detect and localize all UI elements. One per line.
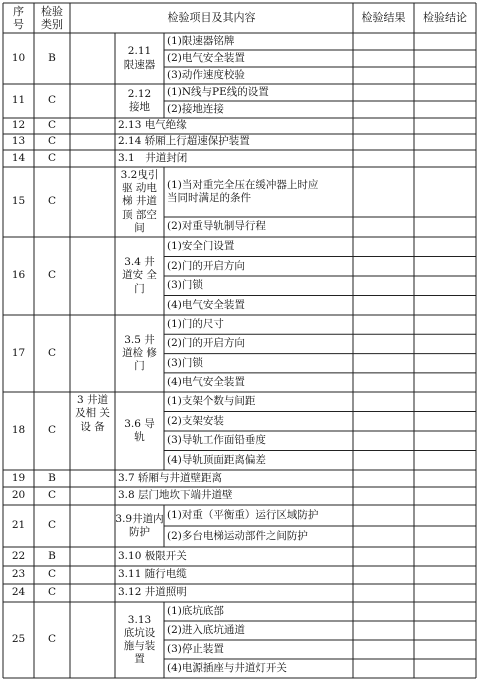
row-18-item-cell <box>115 392 164 470</box>
row-18-sub-2: (2)支架安装 <box>167 414 224 427</box>
row-25-sub-3: (3)停止装置 <box>167 642 224 655</box>
row-14-number-cell <box>3 150 34 167</box>
row-17-sub-1-cell <box>164 315 353 334</box>
row-15-sub-1: (1)当对重完全压在缓冲器上时应 当同时满足的条件 <box>167 178 319 204</box>
row-23-number: 23 <box>11 568 26 581</box>
row-12-number-cell <box>3 118 34 134</box>
row-13-category-cell <box>34 134 70 150</box>
row-24-item: 3.12 井道照明 <box>118 586 187 599</box>
row-20-item-cell <box>115 487 353 505</box>
row-18-sub-1-cell <box>164 392 353 412</box>
row-10-sub-3-cell <box>164 67 353 84</box>
row-19-category-cell <box>34 470 70 487</box>
row-18-sub-3: (3)导轨工作面铅垂度 <box>167 434 266 447</box>
row-13-category: C <box>47 135 57 148</box>
header-conclusion: 检验结论 <box>423 11 467 25</box>
row-11-item-cell <box>115 84 164 118</box>
group-3-label-cell <box>70 150 115 678</box>
row-17-item-cell <box>115 315 164 392</box>
row-12-category: C <box>47 119 57 132</box>
row-16-number: 16 <box>11 269 26 282</box>
row-19-number: 19 <box>11 471 26 484</box>
row-11-sub-2-cell <box>164 101 353 118</box>
row-14-category: C <box>47 151 57 164</box>
row-25-sub-4: (4)电源插座与井道灯开关 <box>167 661 287 674</box>
row-22-item-cell <box>115 547 353 566</box>
row-12-number: 12 <box>11 119 26 132</box>
row-17-category: C <box>47 346 57 359</box>
row-17-number-cell <box>3 315 34 392</box>
row-18-number: 18 <box>11 424 26 437</box>
row-11-sub-1: (1)N线与PE线的设置 <box>167 85 269 98</box>
row-16-item: 3.4 井 道安 全 门 <box>122 256 157 295</box>
row-24-number-cell <box>3 584 34 602</box>
row-16-sub-3: (3)门锁 <box>167 279 203 292</box>
row-17-sub-3: (3)门锁 <box>167 356 203 369</box>
row-20-item: 3.8 层门地坎下端井道壁 <box>118 489 233 502</box>
row-10-number: 10 <box>11 51 26 64</box>
row-18-sub-1: (1)支架个数与间距 <box>167 395 256 408</box>
row-13-number: 13 <box>11 135 26 148</box>
row-15-sub-2-cell <box>164 217 353 237</box>
row-17-sub-4-cell <box>164 373 353 392</box>
row-10-sub-1: (1)限速器铭牌 <box>167 34 235 47</box>
row-24-item-cell <box>115 584 353 602</box>
row-19-item: 3.7 轿厢与井道壁距离 <box>118 471 223 484</box>
row-24-category-cell <box>34 584 70 602</box>
row-18-sub-4-cell <box>164 451 353 471</box>
row-13-item-cell <box>115 134 353 150</box>
row-18-category-cell <box>34 392 70 470</box>
row-25-sub-3-cell <box>164 640 353 659</box>
row-15-category-cell <box>34 167 70 237</box>
header-seq-cell <box>3 3 34 33</box>
row-25-sub-4-cell <box>164 659 353 678</box>
row-15-number: 15 <box>11 195 26 208</box>
row-25-category-cell <box>34 602 70 678</box>
row-24-category: C <box>47 586 57 599</box>
row-10-item: 2.11 限速器 <box>123 45 156 71</box>
row-21-category: C <box>47 519 57 532</box>
row-17-sub-2-cell <box>164 334 353 353</box>
row-17-sub-4: (4)电气安全装置 <box>167 375 245 388</box>
row-23-category-cell <box>34 566 70 584</box>
row-22-category-cell <box>34 547 70 566</box>
row-19-item-cell <box>115 470 353 487</box>
row-20-category: C <box>47 489 57 502</box>
row-10-sub-1-cell <box>164 33 353 50</box>
row-14-item: 3.1 井道封闭 <box>118 151 188 164</box>
row-21-category-cell <box>34 505 70 547</box>
row-11-sub-2: (2)接地连接 <box>167 102 224 115</box>
row-21-sub-1: (1)对重（平衡重）运行区域防护 <box>167 508 319 521</box>
row-10-sub-3: (3)动作速度校验 <box>167 68 245 81</box>
row-19-category: B <box>48 471 56 484</box>
row-23-number-cell <box>3 566 34 584</box>
row-16-sub-2-cell <box>164 257 353 277</box>
row-11-number-cell <box>3 84 34 118</box>
row-12-category-cell <box>34 118 70 134</box>
row-23-item: 3.11 随行电缆 <box>118 568 187 581</box>
row-21-sub-1-cell <box>164 505 353 526</box>
row-21-sub-2: (2)多台电梯运动部件之间防护 <box>167 529 308 542</box>
row-13-item: 2.14 轿厢上行超速保护装置 <box>118 135 250 148</box>
row-16-sub-1-cell <box>164 237 353 257</box>
row-10-item-cell <box>115 33 164 84</box>
header-conclusion-cell <box>414 3 476 33</box>
row-25-item: 3.13 底坑设 施与装 置 <box>123 613 156 666</box>
row-22-number: 22 <box>11 549 26 562</box>
row-16-sub-1: (1)安全门设置 <box>167 240 235 253</box>
row-11-category: C <box>47 94 57 107</box>
row-16-category-cell <box>34 237 70 315</box>
row-15-sub-2: (2)对重导轨制导行程 <box>167 220 266 233</box>
row-18-number-cell <box>3 392 34 470</box>
header-seq: 序 号 <box>13 4 24 31</box>
row-18-sub-4: (4)导轨顶面距离偏差 <box>167 453 266 466</box>
row-21-item-cell <box>115 505 164 547</box>
header-result: 检验结果 <box>361 11 406 25</box>
row-12-item-cell <box>115 118 353 134</box>
row-20-number-cell <box>3 487 34 505</box>
row-14-number: 14 <box>11 151 26 164</box>
row-16-item-cell <box>115 237 164 315</box>
row-10-sub-2: (2)电气安全装置 <box>167 51 245 64</box>
row-10-category: B <box>48 51 56 64</box>
row-21-number: 21 <box>11 519 26 532</box>
row-17-sub-2: (2)门的开启方向 <box>167 337 245 350</box>
header-items-cell <box>70 3 353 33</box>
row-15-sub-1-cell <box>164 167 353 217</box>
row-16-number-cell <box>3 237 34 315</box>
row-25-number: 25 <box>11 633 26 646</box>
row-18-category: C <box>47 424 57 437</box>
row-25-sub-1-cell <box>164 602 353 621</box>
header-items: 检验项目及其内容 <box>167 11 256 25</box>
row-17-sub-3-cell <box>164 354 353 373</box>
row-11-category-cell <box>34 84 70 118</box>
row-25-number-cell <box>3 602 34 678</box>
row-25-sub-2-cell <box>164 621 353 640</box>
row-12-item: 2.13 电气绝缘 <box>118 119 187 132</box>
row-16-sub-3-cell <box>164 276 353 296</box>
row-18-sub-3-cell <box>164 431 353 451</box>
row-25-sub-2: (2)进入底坑通道 <box>167 623 245 636</box>
row-18-item: 3.6 导 轨 <box>124 417 155 443</box>
header-category-cell <box>34 3 70 33</box>
row-10-sub-2-cell <box>164 50 353 67</box>
row-16-sub-2: (2)门的开启方向 <box>167 259 245 272</box>
header-result-cell <box>353 3 414 33</box>
row-24-number: 24 <box>11 586 26 599</box>
row-17-item: 3.5 井 道检 修 门 <box>122 333 157 373</box>
row-25-item-cell <box>115 602 164 678</box>
row-21-item: 3.9井道内 防护 <box>115 512 164 538</box>
row-15-item: 3.2曳引 驱 动电 梯 井道 顶 部空 间 <box>120 169 159 234</box>
row-25-category: C <box>47 633 57 646</box>
header-category: 检验 类别 <box>41 4 63 31</box>
row-14-item-cell <box>115 150 353 167</box>
row-22-number-cell <box>3 547 34 566</box>
row-21-number-cell <box>3 505 34 547</box>
row-23-item-cell <box>115 566 353 584</box>
row-17-category-cell <box>34 315 70 392</box>
row-22-category: B <box>48 549 56 562</box>
row-19-number-cell <box>3 470 34 487</box>
row-13-number-cell <box>3 134 34 150</box>
row-20-category-cell <box>34 487 70 505</box>
row-11-number: 11 <box>11 94 26 107</box>
row-22-item: 3.10 极限开关 <box>118 549 187 562</box>
row-14-category-cell <box>34 150 70 167</box>
row-20-number: 20 <box>11 489 26 502</box>
row-11-sub-1-cell <box>164 84 353 101</box>
row-15-category: C <box>47 195 57 208</box>
row-15-item-cell <box>115 167 164 237</box>
row-16-sub-4: (4)电气安全装置 <box>167 298 245 311</box>
row-10-number-cell <box>3 33 34 84</box>
row-16-category: C <box>47 269 57 282</box>
row-23-category: C <box>47 568 57 581</box>
row-11-item: 2.12 接地 <box>127 87 152 113</box>
row-15-number-cell <box>3 167 34 237</box>
row-10-category-cell <box>34 33 70 84</box>
row-18-sub-2-cell <box>164 412 353 432</box>
row-25-sub-1: (1)底坑底部 <box>167 604 224 617</box>
row-17-sub-1: (1)门的尺寸 <box>167 318 224 331</box>
row-21-sub-2-cell <box>164 526 353 547</box>
row-17-number: 17 <box>11 346 26 359</box>
group-3-label: 3 井道 及相 关 设 备 <box>75 394 110 433</box>
row-16-sub-4-cell <box>164 296 353 316</box>
